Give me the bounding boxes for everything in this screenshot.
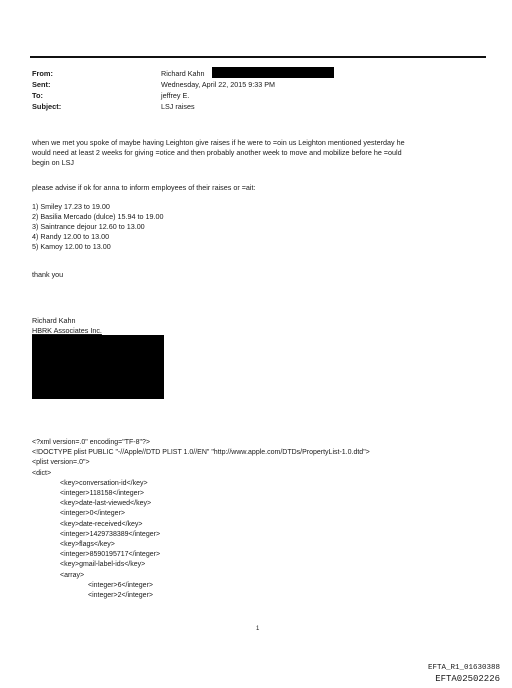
redaction-block [32, 335, 164, 399]
closing-text: thank you [32, 270, 64, 279]
to-label: To: [32, 91, 43, 100]
xml-line: <?xml version=.0" encoding="TF-8"?> [32, 439, 150, 446]
body-line: please advise if ok for anna to inform employees of their raises or =ait: [32, 183, 256, 192]
xml-line: <integer>118158</integer> [60, 490, 144, 498]
xml-metadata-block [32, 438, 370, 601]
xml-line: <key>gmail-label-ids</key> [60, 561, 146, 569]
xml-line: <key>conversation-id</key> [60, 479, 148, 487]
xml-line: <!DOCTYPE plist PUBLIC "-//Apple//DTD PLIST 1.0//EN" "http://www.apple.com/DTDs/PropertyList-1.0.dtd"> [32, 449, 370, 457]
page-number: 1 [256, 626, 260, 632]
xml-line: <key>flags</key> [60, 541, 115, 549]
raises-list [32, 202, 163, 252]
xml-line: <dict> [32, 469, 52, 477]
xml-line: <key>date-last-viewed</key> [60, 500, 152, 508]
to-value: jeffrey E. [161, 91, 190, 100]
body-line: would need at least 2 weeks for giving =otice and then probably another week to move and mobilize before he =ould [32, 148, 402, 157]
from-label: From: [32, 69, 53, 78]
header-rule [30, 56, 486, 58]
xml-line: <integer>0</integer> [60, 510, 125, 518]
xml-line: <integer>2</integer> [88, 592, 153, 600]
body-line: when we met you spoke of maybe having Leighton give raises if he were to =oin us Leighton mentioned yesterday he [32, 138, 405, 147]
xml-line: <integer>6</integer> [88, 581, 153, 589]
list-item: 4) Randy 12.00 to 13.00 [32, 232, 110, 241]
sent-value: Wednesday, April 22, 2015 9:33 PM [161, 80, 276, 89]
list-item: 3) Saintrance dejour 12.60 to 13.00 [32, 222, 145, 231]
subject-label: Subject: [32, 102, 62, 111]
bates-number: EFTA_R1_01630388 [427, 664, 500, 672]
list-item: 1) Smiley 17.23 to 19.00 [32, 202, 110, 211]
xml-line: <key>date-received</key> [60, 520, 143, 528]
sent-label: Sent: [32, 80, 51, 89]
list-item: 2) Basilia Mercado (dulce) 15.94 to 19.00 [32, 212, 164, 221]
xml-line: <integer>8590195717</integer> [60, 551, 161, 559]
xml-line: <plist version=.0"> [32, 459, 90, 467]
signature-name: Richard Kahn [32, 316, 76, 325]
body-line: begin on LSJ [32, 158, 74, 167]
bates-number: EFTA02502226 [435, 674, 500, 684]
xml-line: <array> [60, 571, 85, 579]
list-item: 5) Kamoy 12.00 to 13.00 [32, 242, 111, 251]
from-value: Richard Kahn [161, 69, 205, 78]
signature-company: HBRK Associates Inc. [32, 326, 102, 335]
redaction-block [212, 67, 334, 78]
subject-value: LSJ raises [161, 102, 195, 111]
xml-line: <integer>1429738389</integer> [60, 530, 161, 538]
